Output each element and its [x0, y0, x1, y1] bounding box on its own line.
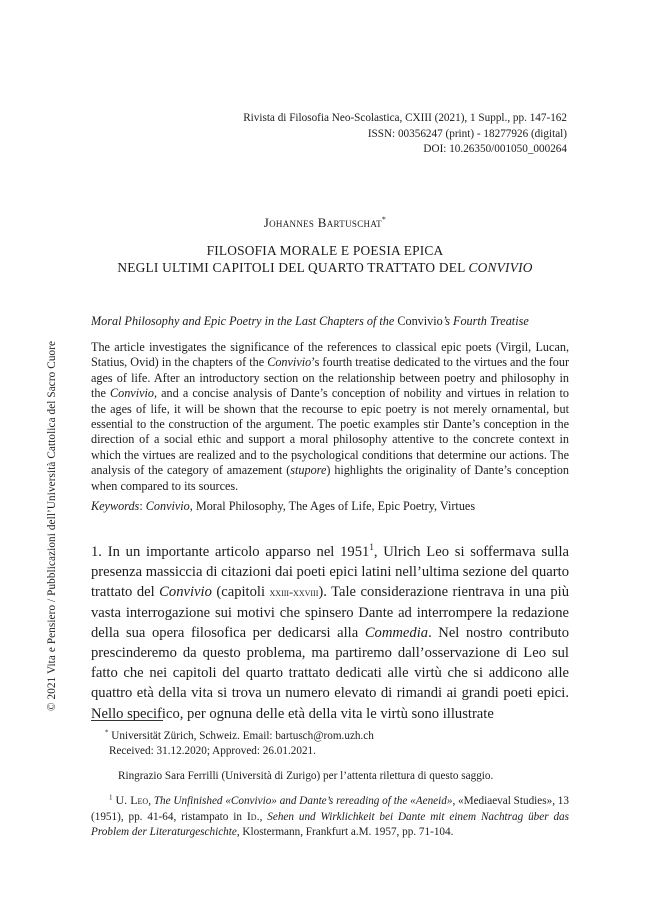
footnote-1-sep-a: , — [148, 795, 154, 808]
footnote-affiliation: Universität Zürich, Schweiz. Email: bartusch@rom.uzh.ch — [108, 730, 374, 742]
footnote-thanks: Ringrazio Sara Ferrilli (Università di Zurigo) per l’attenta rilettura di questo saggio. — [118, 769, 494, 782]
journal-citation: Rivista di Filosofia Neo-Scolastica, CXIII (2021), 1 Suppl., pp. 147-162 — [243, 112, 567, 124]
english-title-post: ’s Fourth Treatise — [442, 314, 529, 328]
footnote-ref-1[interactable]: 1 — [369, 542, 374, 553]
journal-issn: ISSN: 00356247 (print) - 18277926 (digital) — [367, 127, 567, 140]
keywords-label: Keywords — [91, 499, 140, 513]
abstract-italic-3: stupore — [290, 463, 327, 478]
footnote-1 — [91, 793, 569, 839]
english-title-work: Convivio — [397, 314, 443, 328]
abstract-text-2: ’s fourth treatise dedicated to the virtues and the four ages of life. After an introductory section on the relationship between poetry and philosophy in the — [91, 355, 569, 401]
keywords-separator: : — [139, 499, 146, 513]
abstract-italic-1: Convivio — [267, 355, 312, 370]
abstract-text-3: , and a concise analysis of Dante’s conception of nobility and virtues in relation to the ages of life, it will be shown that the recourse to epic poetry is not merely ornamental, but essential to the construction of the argument. The poetic examples stir Dante’s conception in the direction of a social ethic and support a moral philosophy attentive to the concrete context in which the virtues are realized and to the psychological conditions that determine our actions. The analysis of the category of amazement ( — [91, 386, 570, 478]
author-name: Johannes Bartuschat — [263, 215, 382, 230]
title-line-1: FILOSOFIA MORALE E POESIA EPICA — [206, 243, 444, 258]
abstract-italic-2: Convivio — [109, 386, 154, 401]
abstract — [91, 340, 569, 494]
body-paragraph — [91, 542, 569, 724]
title-line-2-italic: CONVIVIO — [468, 259, 533, 275]
body-text-5: . Nel nostro contributo prescinderemo da questo problema, ma partiremo dall’osservazione di Leo sul fatto che nei capitoli del quarto trattato dedicati alle virtù che si addicono alle quattro età della vita si trova un numero elevato di rimandi ai grandi poeti epici. Nello specifico, per ognuna delle età della vita le virtù sono illustrate — [91, 624, 570, 722]
english-title-pre: Moral Philosophy and Epic Poetry in the Last Chapters of the — [91, 314, 398, 328]
body-text-3: (capitoli — [211, 584, 270, 601]
keywords-rest: , Moral Philosophy, The Ages of Life, Epic Poetry, Virtues — [189, 499, 476, 513]
body-text-4: ). Tale considerazione rientrava in una più vasta interrogazione sui motivi che spinsero Dante ad interrompere la redazione della sua opera filosofica per dedicarsi alla — [91, 584, 569, 641]
body-text-1: 1. In un importante articolo apparso nel 1951 — [91, 544, 370, 560]
footnote-1-text-d: , Klostermann, Frankfurt a.M. 1957, pp. 71-104. — [236, 825, 454, 838]
author-footnote-mark: * — [381, 215, 387, 224]
footnote-author — [91, 729, 569, 744]
body-text-2: , Ulrich Leo si soffermava sulla presenza massiccia di citazioni dai poeti epici latini nell’ultima sezione del quarto trattato del — [91, 544, 569, 601]
footnote-received: Received: 31.12.2020; Approved: 26.01.2021. — [109, 744, 316, 757]
footnote-1-text-b: , «Mediaeval Studies», 13 (1951), pp. 41-64, ristampato in — [91, 795, 569, 824]
journal-info — [243, 111, 567, 158]
body-italic-convivio: Convivio — [159, 584, 212, 601]
abstract-text-4: ) highlights the originality of Dante’s conception when compared to its sources. — [91, 463, 569, 493]
footnote-1-title-2: Sehen und Wirklichkeit bei Dante mit einem Nachtrag über das Problem der Literaturgeschichte — [91, 811, 570, 838]
keyword-first: Convivio — [145, 499, 190, 513]
footnote-1-mark: 1 — [109, 793, 113, 802]
copyright-sidebar: © 2021 Vita e Pensiero / Pubblicazioni dell’Università Cattolica del Sacro Cuore — [46, 340, 58, 711]
title-line-2-text: NEGLI ULTIMI CAPITOLI DEL QUARTO TRATTATO DEL — [117, 259, 469, 275]
abstract-text-1: The article investigates the significance of the references to classical epic poets (Virgil, Lucan, Statius, Ovid) in the chapters of the — [91, 340, 569, 370]
title-line-2 — [0, 260, 650, 277]
footnote-divider — [91, 720, 163, 721]
author-line — [0, 215, 650, 231]
footnote-1-sep-c: , — [259, 811, 268, 824]
english-title — [91, 314, 529, 329]
footnotes — [91, 729, 569, 840]
footnote-1-author: U. Leo — [112, 793, 149, 808]
keywords — [91, 499, 475, 514]
abstract-paragraph — [91, 340, 569, 494]
journal-doi: DOI: 10.26350/001050_000264 — [423, 143, 567, 155]
article-title — [0, 243, 650, 276]
body-italic-commedia: Commedia — [364, 624, 429, 641]
footnote-1-title: The Unfinished «Convivio» and Dante’s rereading of the «Aeneid» — [153, 795, 453, 808]
main-body — [91, 542, 569, 724]
body-roman-chapters: xxiii-xxviii — [269, 585, 319, 600]
footnote-1-id: Id. — [246, 809, 260, 824]
footnote-star-mark: * — [105, 728, 109, 737]
